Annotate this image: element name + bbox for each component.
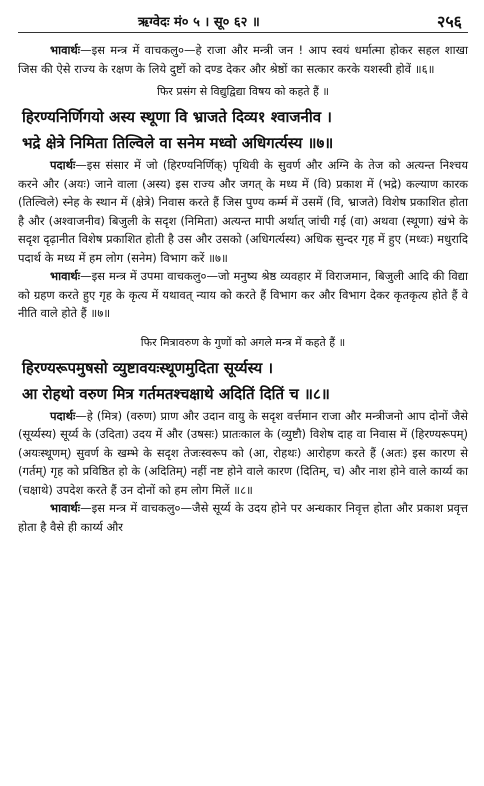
mantra-2-line-1: हिरण्यरूपमुषसो व्युष्टावयःस्थूणमुदिता सूर्य्यस्य । <box>22 358 274 377</box>
bhavartha-text: —इस मन्त्र में उपमा वाचकलु०—जो मनुष्य श्रेष्ठ व्यवहार में विराजमान, बिजुली आदि की विद्या को ग्रहण करते हुए गृह के कृत्य में यथावत् न्याय को करते हैं विभाग कर और विभाग देकर कृतकृत्य होते हैं वे नीति वाले होते हैं ॥७॥ <box>18 269 468 320</box>
bhavartha-label: भावार्थः <box>50 43 81 57</box>
bhavartha-label: भावार्थः <box>50 269 81 283</box>
mantra-2-line-2: आ रोहथो वरुण मित्र गर्तमतश्चक्षाथे अदितिं दितिं च ॥८॥ <box>22 384 330 403</box>
padartha-text: —हे (मित्र) (वरुण) प्राण और उदान वायु के सदृश वर्त्तमान राजा और मन्त्रीजनो आप दोनों जैसे (सूर्य्यस्य) सूर्य्य के (उदिता) उदय में और (उषसः) प्रातःकाल के (व्युष्टौ) विशेष दाह वा निवास में (हिरण्यरूपम्) (अयःस्थूणम्) सुवर्ण के खम्भे के सदृश तेजःस्वरूप को (आ, रोहथः) आरोहण करते हैं (अतः) इस कारण से (गर्तम्) गृह को प्रविष्ठित हो के (अदितिम्) नहीं नष्ट होने वाले कारण (दितिम्, च) और नाश होने वाले कार्य्य का (चक्षाथे) उपदेश करते हैं उन दोनों को हम लोग मिलें ॥८॥ <box>18 408 468 497</box>
page-number: २५६ <box>437 12 462 31</box>
mantra-2 <box>18 355 468 407</box>
padartha-paragraph-2 <box>18 407 468 500</box>
mantra-1-line-1: हिरण्यनिर्णिगयो अस्य स्थूणा वि भ्राजते दिव्य१ श्वाजनीव । <box>22 108 332 126</box>
padartha-paragraph-1 <box>18 156 468 267</box>
bhavartha-paragraph-1 <box>18 41 468 78</box>
page-header <box>18 10 468 33</box>
padartha-text: —इस संसार में जो (हिरण्यनिर्णिक्) पृथिवी के सुवर्ण और अग्नि के तेज को अत्यन्त निश्चय करने और (अयः) जाने वाला (अस्य) इस राज्य और जगत् के मध्य में (वि) प्रकाश में (भद्रे) कल्याण कारक (तिल्विले) स्नेह के स्थान में (क्षेत्रे) निवास करते हैं जिस पुण्य कर्म्म में उसमें (वि, भ्राजते) विशेष प्रकाशित होता है और (अश्वाजनीव) बिजुली के सदृश (निमिता) अत्यन्त मापी अर्थात् जांची गई (वा) अथवा (स्थूणा) खंभे के सदृश दृढ़ानीत विशेष प्रकाशित होती है उस और उसको (अधिगर्त्यस्य) अधिक सुन्दर गृह में हुए (मध्वः) मधुरादि पदार्थ के मध्य में हम लोग (सनेम) विभाग करें ॥७॥ <box>18 158 468 265</box>
bhavartha-paragraph-3 <box>18 499 468 536</box>
padartha-label: पदार्थः <box>50 158 76 172</box>
mantra-1 <box>18 104 468 156</box>
mantra-1-line-2: भद्रे क्षेत्रे निमिता तिल्विले वा सनेम मध्वो अधिगर्त्यस्य ॥७॥ <box>22 134 334 152</box>
intro-line-2: फिर मित्रावरुण के गुणों को अगले मन्त्र में कहते हैं ॥ <box>140 335 346 349</box>
bhavartha-label: भावार्थः <box>50 501 81 515</box>
running-title: ऋग्वेदः मं० ५ । सू० ६२ ॥ <box>138 15 260 30</box>
bhavartha-paragraph-2 <box>18 267 468 323</box>
bhavartha-text: —इस मन्त्र में वाचकलु०—जैसे सूर्य्य के उदय होने पर अन्धकार निवृत्त होता और प्रकाश प्रवृत्त होता है वैसे ही कार्य्य और <box>18 501 468 534</box>
bhavartha-text: —इस मन्त्र में वाचकलु०—हे राजा और मन्त्री जन ! आप स्वयं धर्मात्मा होकर सहल शाखा जिस की ऐसे राज्य के रक्षण के लिये दुष्टों को दण्ड देकर और श्रेष्ठों का सत्कार करके यशस्वी होवें ॥६॥ <box>18 43 468 76</box>
padartha-label: पदार्थः <box>50 408 76 423</box>
intro-line-1: फिर प्रसंग से विद्युद्विद्या विषय को कहते हैं ॥ <box>157 85 329 98</box>
